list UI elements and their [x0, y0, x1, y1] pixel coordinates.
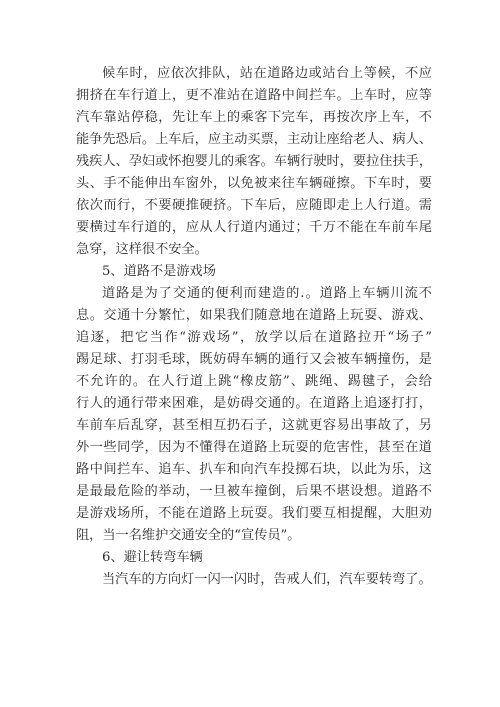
- paragraph-line: 路中间拦车、追车、扒车和向汽车投掷石块，以此为乐，这: [76, 462, 432, 477]
- paragraph-line: 外一些同学，因为不懂得在道路上玩耍的危害性，甚至在道: [76, 440, 432, 455]
- document-body: [76, 63, 432, 591]
- paragraph-line: 汽车靠站停稳，先让车上的乘客下完车，再按次序上车，不: [76, 110, 432, 125]
- paragraph-line: 是游戏场所，不能在道路上玩耍。我们要互相提醒，大胆劝: [76, 506, 432, 521]
- paragraph-line: 是最最危险的举动，一旦被车撞倒，后果不堪设想。道路不: [76, 484, 432, 499]
- paragraph-line: 行人的通行带来困难，是妨碍交通的。在道路上追逐打打，: [76, 396, 432, 411]
- paragraph-line: 残疾人、孕妇或怀抱婴儿的乘客。车辆行驶时，要拉住扶手，: [76, 154, 433, 169]
- section-heading: 5、道路不是游戏场: [102, 264, 216, 279]
- paragraph-line: 不允许的。在人行道上跳“橡皮筋”、跳绳、踢毽子，会给: [76, 374, 432, 389]
- paragraph-line: 急穿，这样很不安全。: [76, 242, 208, 257]
- paragraph-line: 踢足球、打羽毛球，既妨碍车辆的通行又会被车辆撞伤，是: [76, 352, 432, 367]
- paragraph-line: 息。交通十分繁忙，如果我们随意地在道路上玩耍、游戏、: [76, 308, 432, 323]
- paragraph-line: 拥挤在车行道上，更不准站在道路中间拦车。上车时，应等: [76, 88, 432, 103]
- paragraph-line: 车前车后乱穿，甚至相互扔石子，这就更容易出事故了，另: [76, 418, 432, 433]
- paragraph-line: 能争先恐后。上车后，应主动买票，主动让座给老人、病人、: [76, 132, 433, 147]
- section-heading: 6、避让转弯车辆: [102, 550, 203, 565]
- paragraph-line: 追逐，把它当作“游戏场”，放学以后在道路拉开“场子”: [76, 330, 432, 345]
- paragraph-line: 当汽车的方向灯一闪一闪时，告戒人们，汽车要转弯了。: [102, 572, 432, 587]
- paragraph-line: 头、手不能伸出车窗外，以免被来往车辆碰擦。下车时，要: [76, 176, 432, 191]
- paragraph-line: 依次而行，不要硬推硬挤。下车后，应随即走上人行道。需: [76, 198, 432, 213]
- paragraph-line: 阻，当一名维护交通安全的“宣传员”。: [76, 528, 301, 543]
- paragraph-line: 要横过车行道的，应从人行道内通过；千万不能在车前车尾: [76, 220, 432, 235]
- paragraph-line: 候车时，应依次排队，站在道路边或站台上等候，不应: [102, 66, 432, 81]
- paragraph-line: 道路是为了交通的便利而建造的.。道路上车辆川流不: [102, 286, 432, 301]
